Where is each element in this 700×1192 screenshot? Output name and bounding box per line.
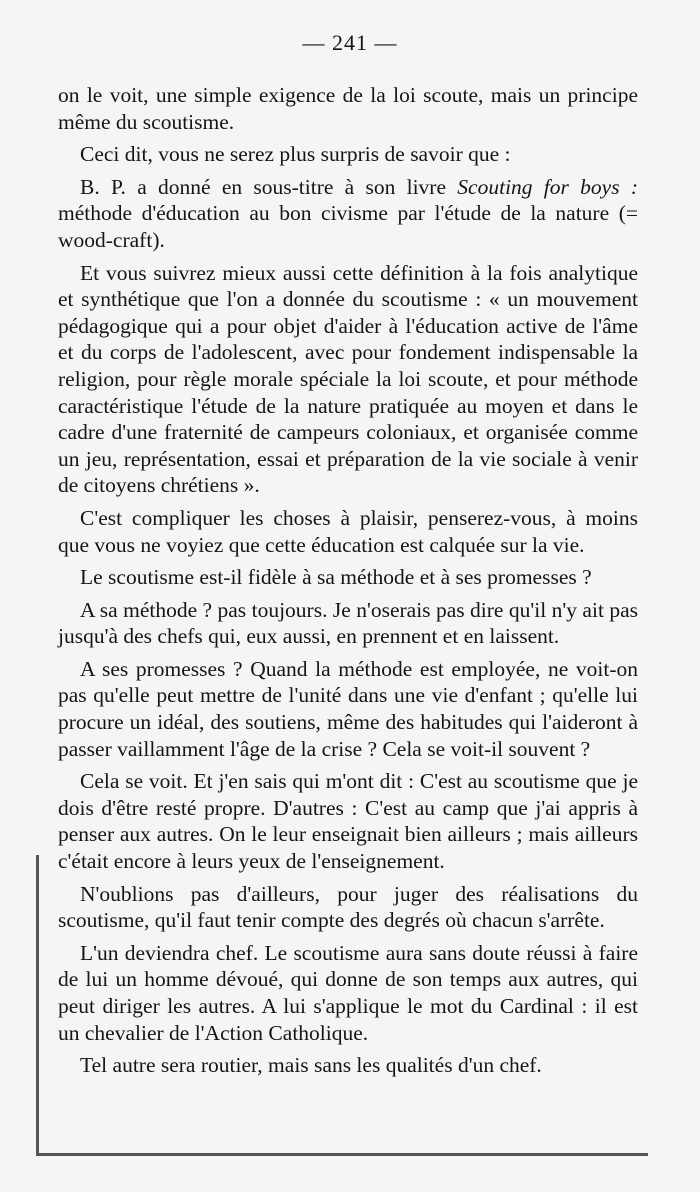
paragraph-routier: Tel autre sera routier, mais sans les qualités d'un chef. <box>80 1053 542 1078</box>
paragraph-cela-se-voit: Cela se voit. Et j'en sais qui m'ont dit : C'est au scoutisme que je dois d'être resté propre. D'autres : C'est au camp que j'ai appris à penser aux autres. On le leur enseignait bien ailleurs ; mais ailleurs c'était encore à leurs yeux de l'enseignement. <box>58 769 638 874</box>
stamp-frame-bottom-edge <box>36 1153 648 1156</box>
bp-after: méthode d'éducation au bon civisme par l'étude de la nature (= wood-craft). <box>58 201 638 252</box>
body-text <box>58 82 638 1085</box>
page-number: — 241 — <box>302 30 398 55</box>
stamp-frame-left-edge <box>36 855 39 1155</box>
paragraph-definition: Et vous suivrez mieux aussi cette définition à la fois analytique et synthétique que l'on a donnée du scoutisme : « un mouvement pédagogique qui a pour objet d'aider à l'éducation active de l'âme et du corps de l'adolescent, avec pour fondement indispensable la religion, pour règle morale spéciale la loi scoute, et pour méthode caractéristique l'étude de la nature pratiquée au moyen et dans le cadre d'une fraternité de campeurs coloniaux, et organisée comme un jeu, représentation, essai et préparation de la vie sociale à venir de citoyens chrétiens ». <box>58 260 638 498</box>
paragraph-bp <box>58 174 638 254</box>
paragraph-methode: A sa méthode ? pas toujours. Je n'oserais pas dire qu'il n'y ait pas jusqu'à des chefs qui, eux aussi, en prennent et en laissent. <box>58 597 638 649</box>
bp-before: B. P. a donné en sous-titre à son livre <box>80 174 458 199</box>
paragraph-promesses: A ses promesses ? Quand la méthode est employée, ne voit-on pas qu'elle peut mettre de l'unité dans une vie d'enfant ; qu'elle lui procure un idéal, des soutiens, même des habitudes qui l'aideront à passer vaillamment l'âge de la crise ? Cela se voit-il souvent ? <box>58 656 638 761</box>
paragraph-fidele: Le scoutisme est-il fidèle à sa méthode et à ses promesses ? <box>80 565 592 590</box>
paragraph-1: on le voit, une simple exigence de la loi scoute, mais un principe même du scoutisme. <box>58 83 638 134</box>
book-title: Scouting for boys : <box>457 174 639 199</box>
paragraph-compliquer: C'est compliquer les choses à plaisir, penserez-vous, à moins que vous ne voyiez que cette éducation est calquée sur la vie. <box>58 505 638 557</box>
paragraph-chef: L'un deviendra chef. Le scoutisme aura sans doute réussi à faire de lui un homme dévoué, qui donne de son temps aux autres, qui peut diriger les autres. A lui s'applique le mot du Cardinal : il est un chevalier de l'Action Catholique. <box>58 940 638 1045</box>
paragraph-2: Ceci dit, vous ne serez plus surpris de savoir que : <box>80 142 511 167</box>
paragraph-oublions: N'oublions pas d'ailleurs, pour juger des réalisations du scoutisme, qu'il faut tenir compte des degrés où chacun s'arrête. <box>58 881 638 933</box>
